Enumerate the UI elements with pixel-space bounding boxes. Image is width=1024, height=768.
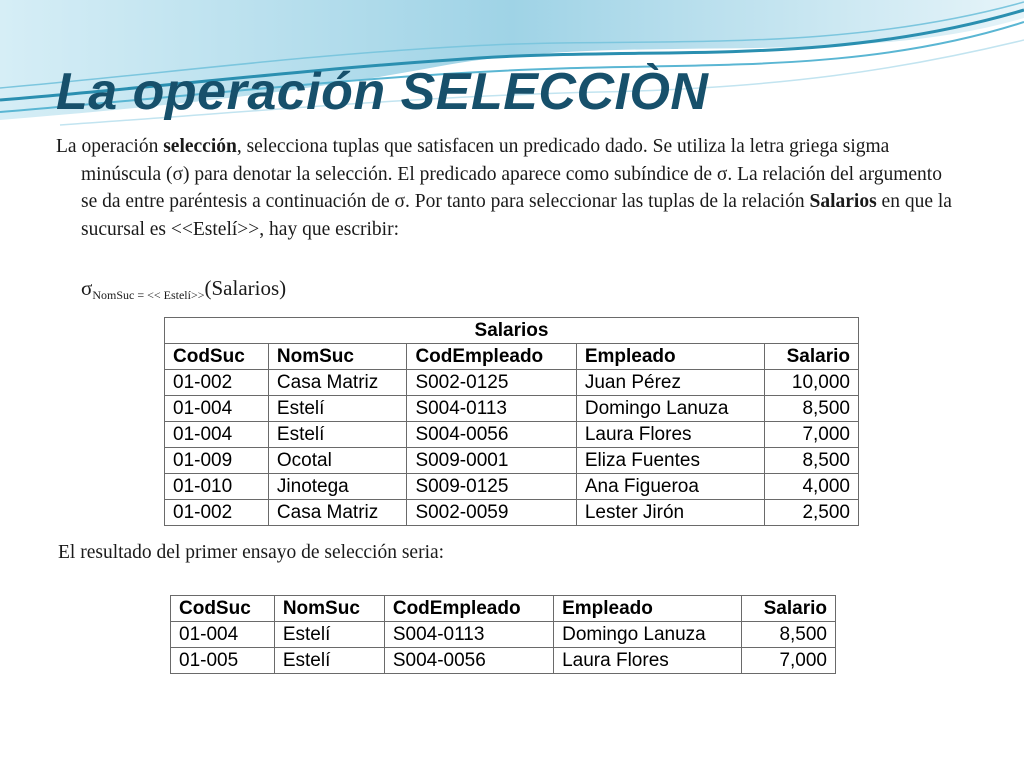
result-caption: El resultado del primer ensayo de selección seria: — [58, 542, 445, 563]
cell-salario: 8,500 — [741, 622, 835, 648]
table-header-row — [165, 344, 859, 370]
col-header-empleado: Empleado — [554, 596, 742, 622]
table-row — [165, 448, 859, 474]
cell-nomsuc: Estelí — [268, 422, 407, 448]
cell-codempleado: S004-0056 — [384, 648, 553, 674]
cell-salario: 8,500 — [764, 448, 858, 474]
table-row — [165, 370, 859, 396]
col-header-salario: Salario — [764, 344, 858, 370]
cell-codsuc: 01-004 — [171, 622, 275, 648]
formula-argument: (Salarios) — [204, 276, 287, 300]
table-header-row — [171, 596, 836, 622]
cell-nomsuc: Jinotega — [268, 474, 407, 500]
col-header-codsuc: CodSuc — [165, 344, 269, 370]
cell-empleado: Domingo Lanuza — [576, 396, 764, 422]
col-header-codempleado: CodEmpleado — [407, 344, 576, 370]
col-header-nomsuc: NomSuc — [268, 344, 407, 370]
cell-codsuc: 01-009 — [165, 448, 269, 474]
cell-codsuc: 01-004 — [165, 422, 269, 448]
table-row — [165, 500, 859, 526]
cell-salario: 7,000 — [764, 422, 858, 448]
cell-salario: 8,500 — [764, 396, 858, 422]
cell-salario: 4,000 — [764, 474, 858, 500]
salarios-table — [164, 317, 859, 526]
intro-text-1: La operación — [56, 136, 164, 157]
cell-empleado: Lester Jirón — [576, 500, 764, 526]
table-row — [171, 648, 836, 674]
intro-text-2: , selecciona tuplas que satisfacen un predicado dado. Se utiliza la letra griega sigma minúscula (σ) para denotar la selección. El predicado aparece como subíndice de σ. La relación del argumento se da entre paréntesis a continuación de σ. Por tanto para seleccionar las tuplas de la relación — [81, 136, 942, 212]
cell-codempleado: S004-0056 — [407, 422, 576, 448]
col-header-codempleado: CodEmpleado — [384, 596, 553, 622]
sigma-symbol: σ — [81, 276, 93, 300]
table-row — [165, 396, 859, 422]
result-table — [170, 595, 836, 674]
intro-bold-salarios: Salarios — [809, 191, 877, 212]
body-paragraph — [56, 133, 956, 243]
cell-codempleado: S004-0113 — [407, 396, 576, 422]
cell-codempleado: S002-0125 — [407, 370, 576, 396]
table-caption: Salarios — [165, 318, 859, 344]
cell-codempleado: S004-0113 — [384, 622, 553, 648]
table-row — [165, 474, 859, 500]
cell-nomsuc: Casa Matriz — [268, 500, 407, 526]
cell-salario: 2,500 — [764, 500, 858, 526]
slide-title: La operación SELECCIÒN — [56, 63, 709, 121]
formula-predicate: NomSuc = << Estelí>> — [92, 288, 205, 302]
cell-empleado: Laura Flores — [554, 648, 742, 674]
col-header-empleado: Empleado — [576, 344, 764, 370]
cell-empleado: Juan Pérez — [576, 370, 764, 396]
cell-empleado: Ana Figueroa — [576, 474, 764, 500]
cell-nomsuc: Estelí — [274, 622, 384, 648]
cell-nomsuc: Estelí — [274, 648, 384, 674]
cell-nomsuc: Estelí — [268, 396, 407, 422]
cell-codempleado: S009-0001 — [407, 448, 576, 474]
cell-empleado: Laura Flores — [576, 422, 764, 448]
cell-codsuc: 01-005 — [171, 648, 275, 674]
cell-codsuc: 01-004 — [165, 396, 269, 422]
cell-salario: 7,000 — [741, 648, 835, 674]
table-row — [171, 622, 836, 648]
intro-text-3: en que la sucursal es <<Estelí>>, hay que escribir: — [81, 191, 952, 240]
cell-codsuc: 01-010 — [165, 474, 269, 500]
cell-nomsuc: Ocotal — [268, 448, 407, 474]
cell-empleado: Domingo Lanuza — [554, 622, 742, 648]
cell-codempleado: S009-0125 — [407, 474, 576, 500]
col-header-nomsuc: NomSuc — [274, 596, 384, 622]
intro-bold-seleccion: selección — [163, 136, 237, 157]
cell-empleado: Eliza Fuentes — [576, 448, 764, 474]
col-header-codsuc: CodSuc — [171, 596, 275, 622]
cell-nomsuc: Casa Matriz — [268, 370, 407, 396]
table-row — [165, 422, 859, 448]
selection-formula — [81, 276, 286, 303]
col-header-salario: Salario — [741, 596, 835, 622]
cell-salario: 10,000 — [764, 370, 858, 396]
cell-codsuc: 01-002 — [165, 500, 269, 526]
cell-codempleado: S002-0059 — [407, 500, 576, 526]
cell-codsuc: 01-002 — [165, 370, 269, 396]
